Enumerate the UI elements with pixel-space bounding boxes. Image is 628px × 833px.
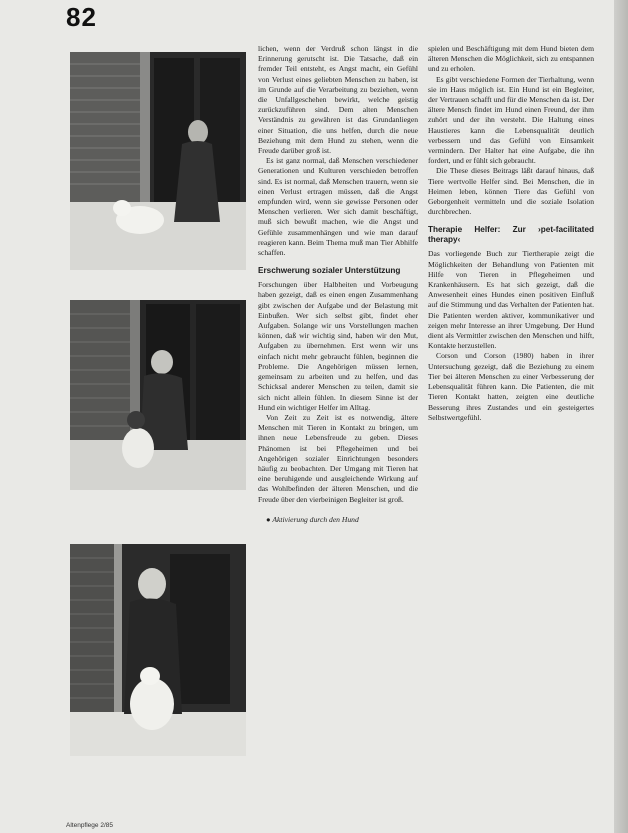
page-footer: Altenpflege 2/85 <box>66 822 113 829</box>
photo-caption: ● Aktivierung durch den Hund <box>266 514 359 524</box>
section-heading: Therapie Helfer: Zur ›pet-facilitated therapy‹ <box>428 225 594 245</box>
page-number: 82 <box>66 2 97 32</box>
text-column-right <box>428 44 594 423</box>
paragraph: spielen und Beschäftigung mit dem Hund bieten dem älteren Menschen die Möglichkeit, sich zu entspannen und zu erholen. <box>428 44 594 74</box>
paragraph: Das vorliegende Buch zur Tiertherapie zeigt die Möglichkeiten der Behandlung von Patienten mit Hilfe von Tieren in Pflegeheimen und Krankenhäusern. Es hat sich gezeigt, daß die Anwesenheit eines Hundes einen positiven Einfluß auf die Stimmung und das Verhalten der Patienten hat. Die Patienten werden aktiver, kommunikativer und zeigen mehr Interesse an ihrer Umgebung. Der Hund dient als Vermittler zwischen den Menschen und hilft, Kontakte herzustellen. <box>428 249 594 351</box>
photo-woman-with-dog-3 <box>70 544 246 756</box>
photo-woman-with-dog-1 <box>70 52 246 270</box>
paragraph: Es ist ganz normal, daß Menschen verschiedener Generationen und Kulturen verschieden betroffen sind. Es ist normal, daß Menschen trauern, wenn sie einen Verlust ertragen müssen, daß die Angst empfunden wird, wenn sie gewisse Personen oder Menschen verlieren. Wer sich damit beschäftigt, muß sich bewußt machen, wie die Angst und Gefühle zusammenhängen und wie man darauf reagieren kann. Beim Thema muß man Tier Abhilfe schaffen. <box>258 156 418 258</box>
paragraph: lichen, wenn der Verdruß schon längst in die Erinnerung gerutscht ist. Die Tatsache, daß ein fremder Teil entsteht, es Angst macht, ein Gefühl von Verlust eines geliebten Menschen zu haben, ist im Grunde auf die Verarbeitung zu beziehen, wenn die Unfallgeschehen bewirkt, welche geistig zurückzuführen sind. Dem alten Menschen Verständnis zu gewähren ist das Grundanliegen einer Situation, die uns helfen, durch die neue Beziehung mit dem Hund zu stehen, wenn die Freude darüber groß ist. <box>258 44 418 156</box>
paragraph: Die These dieses Beitrags läßt darauf hinaus, daß Tiere wertvolle Helfer sind. Bei Menschen, die in Heimen leben, können Tiere das Gefühl von Geborgenheit vermitteln und die soziale Isolation durchbrechen. <box>428 166 594 217</box>
paragraph: Es gibt verschiedene Formen der Tierhaltung, wenn sie im Haus möglich ist. Ein Hund ist ein Begleiter, der Vertrauen schafft und für die Menschen da ist. Der ältere Mensch findet im Hund einen Freund, der ihm zuhört und der ihn versteht. Die Haltung eines Haustieres kann die Lebensqualität deutlich verbessern und das Gefühl von Einsamkeit vermindern. Der Halter hat eine Aufgabe, die ihn fordert, und er fühlt sich gebraucht. <box>428 74 594 166</box>
photo-woman-with-dog-2 <box>70 300 246 490</box>
caption-text: Aktivierung durch den Hund <box>272 514 359 524</box>
text-column-middle <box>258 44 418 525</box>
page-edge-shadow <box>614 0 628 833</box>
paragraph: Forschungen über Halbheiten und Vorbeugung haben gezeigt, daß es einen engen Zusammenhang gibt zwischen der Aufgabe und der Belastung mit Einbußen. Wer sich selbst gibt, findet eher Aufgaben. Solange wir uns Vorstellungen machen können, daß wir wichtig sind, haben wir den Mut, Aufgaben zu übernehmen. Erst wenn wir uns einfach nicht mehr gebraucht fühlen, beginnen die Probleme. Die Angehörigen müssen lernen, gemeinsam zu arbeiten und zu helfen, und das Schicksal anderer Menschen zu teilen, damit sie sich nicht allein fühlen. In diesem Sinne ist der Hund ein wichtiger Helfer im Alltag. <box>258 280 418 412</box>
section-heading: Erschwerung sozialer Unterstützung <box>258 266 401 276</box>
paragraph: Von Zeit zu Zeit ist es notwendig, ältere Menschen mit Tieren in Kontakt zu bringen, um ihnen neue Lebensfreude zu geben. Dieses Phänomen ist bei Pflegeheimen und bei Angehörigen sozialer Einrichtungen besonders häufig zu beobachten. Der Umgang mit Tieren hat eine beruhigende und ausgleichende Wirkung auf das Wohlbefinden der älteren Menschen, und die Freude über den vierbeinigen Begleiter ist groß. <box>258 412 418 504</box>
paragraph: Corson und Corson (1980) haben in ihrer Untersuchung gezeigt, daß die Beziehung zu einem Tier bei älteren Menschen zu einer Verbesserung der Lebensqualität führen kann. Die Patienten, die mit Tieren Kontakt hatten, zeigten eine deutliche Besserung ihres Zustandes und ein gesteigertes Selbstwertgefühl. <box>428 351 594 422</box>
